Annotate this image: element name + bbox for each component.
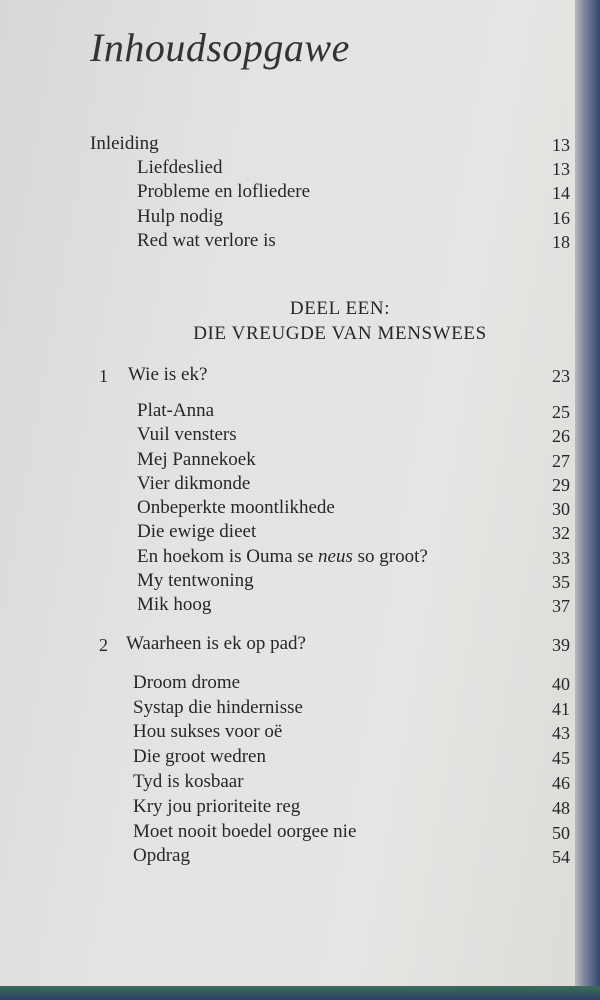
toc-entry <box>137 545 428 569</box>
toc-entry-text-before: En hoekom is Ouma se <box>137 546 319 567</box>
chapter-title: Waarheen is ek op pad? <box>126 633 306 654</box>
part-heading-line1: DEEL EEN: <box>289 298 391 319</box>
chapter-page: 23 <box>552 366 570 386</box>
toc-entry: Probleme en lofliedere <box>137 181 311 202</box>
toc-page: 37 <box>552 596 570 616</box>
part-heading-line2: DIE VREUGDE VAN MENSWEES <box>193 323 487 344</box>
toc-page: 48 <box>552 798 570 818</box>
toc-entry: Mik hoog <box>137 594 212 615</box>
toc-page: 25 <box>552 402 570 422</box>
toc-entry: Die ewige dieet <box>137 521 257 542</box>
toc-entry: Plat-Anna <box>137 400 215 421</box>
toc-page-inleiding: 13 <box>552 135 570 155</box>
toc-entry: Tyd is kosbaar <box>133 771 244 792</box>
chapter-title: Wie is ek? <box>128 364 208 385</box>
toc-page: 40 <box>552 674 570 694</box>
book-cover-edge <box>0 986 600 1000</box>
toc-entry: Mej Pannekoek <box>137 449 256 470</box>
toc-entry: Red wat verlore is <box>137 230 276 251</box>
toc-page: 50 <box>552 823 570 843</box>
toc-page: 45 <box>552 748 570 768</box>
toc-page: 14 <box>552 183 570 203</box>
page-edge-shadow <box>575 0 600 1000</box>
toc-page: 35 <box>552 572 570 592</box>
toc-page: 30 <box>552 499 570 519</box>
toc-entry: Onbeperkte moontlikhede <box>137 497 335 518</box>
toc-entry: Droom drome <box>133 672 241 693</box>
toc-entry: Systap die hindernisse <box>133 697 303 718</box>
toc-page: 18 <box>552 232 570 252</box>
toc-entry-inleiding: Inleiding <box>90 133 159 154</box>
toc-page: 46 <box>552 773 570 793</box>
toc-page: 16 <box>552 208 570 228</box>
toc-entry: My tentwoning <box>137 570 254 591</box>
toc-page: 27 <box>552 451 570 471</box>
toc-entry: Moet nooit boedel oorgee nie <box>133 821 357 842</box>
toc-entry: Hulp nodig <box>137 206 224 227</box>
toc-entry: Vuil vensters <box>137 424 237 445</box>
chapter-page: 39 <box>552 635 570 655</box>
chapter-number: 2 <box>99 635 108 655</box>
toc-page: 54 <box>552 847 570 867</box>
toc-entry: Vier dikmonde <box>137 473 251 494</box>
toc-page: 33 <box>552 548 570 568</box>
toc-page: 26 <box>552 426 570 446</box>
toc-entry: Liefdeslied <box>137 157 223 178</box>
toc-page: 41 <box>552 699 570 719</box>
toc-entry: Hou sukses voor oë <box>133 721 283 742</box>
page-title: Inhoudsopgawe <box>90 25 350 70</box>
toc-entry: Opdrag <box>133 845 190 866</box>
toc-entry-emphasis: neus <box>318 546 353 567</box>
toc-page: 32 <box>552 523 570 543</box>
toc-page: 43 <box>552 723 570 743</box>
toc-entry-text-after: so groot? <box>352 546 428 567</box>
toc-page: 13 <box>552 159 570 179</box>
chapter-number: 1 <box>99 366 108 386</box>
toc-entry: Die groot wedren <box>133 746 266 767</box>
toc-entry: Kry jou prioriteite reg <box>133 796 301 817</box>
toc-page: 29 <box>552 475 570 495</box>
